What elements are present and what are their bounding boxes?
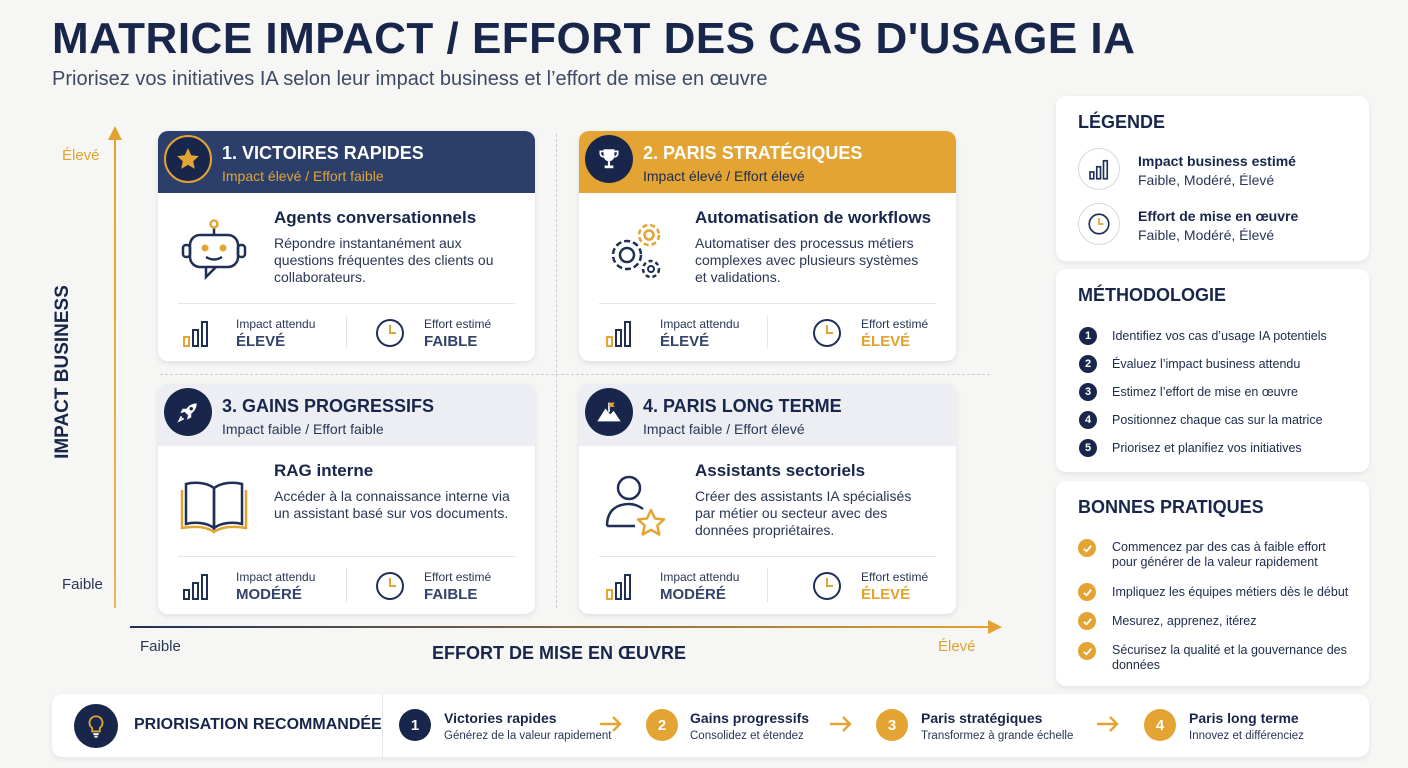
best-practice-item: Commencez par des cas à faible effort pour générer de la valeur rapidement <box>1112 540 1326 569</box>
user-star-icon <box>599 468 671 540</box>
priority-step-title: Paris long terme <box>1189 710 1299 726</box>
card-metric-divider <box>767 315 768 349</box>
legend-item-name: Impact business estimé <box>1138 153 1296 169</box>
page-title: MATRICE IMPACT / EFFORT DES CAS D'USAGE IA <box>52 14 1136 63</box>
y-axis-arrow <box>108 126 122 140</box>
best-practice-item: Mesurez, apprenez, itérez <box>1112 614 1257 628</box>
priority-step-title: Victories rapides <box>444 710 557 726</box>
best-practices-title: BONNES PRATIQUES <box>1078 497 1264 517</box>
use-case-description: Automatiser des processus métiers complexes avec plusieurs systèmes et validations. <box>695 235 919 285</box>
effort-value: FAIBLE <box>424 333 478 350</box>
impact-value: ÉLEVÉ <box>236 333 286 350</box>
check-icon <box>1078 539 1096 557</box>
legend-panel <box>1056 96 1369 261</box>
use-case-name: Automatisation de workflows <box>695 208 932 227</box>
card-divider <box>178 556 515 557</box>
step-number: 4 <box>1079 411 1097 429</box>
arrow-right-icon <box>598 714 624 734</box>
priority-step-number: 1 <box>399 709 431 741</box>
quadrant-title: 1. VICTOIRES RAPIDES <box>222 143 424 163</box>
effort-label: Effort estimé <box>861 570 929 584</box>
arrow-right-icon <box>1095 714 1121 734</box>
impact-label: Impact attendu <box>236 570 316 584</box>
methodology-step: Priorisez et planifiez vos initiatives <box>1112 441 1302 455</box>
card-divider <box>599 303 936 304</box>
card-metric-divider <box>346 315 347 349</box>
lightbulb-icon <box>74 704 118 748</box>
quadrant-card-strategic-bets <box>579 131 956 361</box>
impact-value: ÉLEVÉ <box>660 333 710 350</box>
use-case-description: Répondre instantanément aux questions fréquentes des clients ou collaborateurs. <box>274 235 494 285</box>
quadrant-header <box>579 384 956 446</box>
robot-icon <box>178 215 250 287</box>
priority-step-title: Gains progressifs <box>690 710 810 726</box>
legend-item-name: Effort de mise en œuvre <box>1138 208 1299 224</box>
quadrant-card-quick-wins <box>158 131 535 361</box>
priority-step-desc: Transformez à grande échelle <box>921 730 1074 742</box>
check-icon <box>1078 612 1096 630</box>
priority-step-desc: Consolidez et étendez <box>690 730 804 742</box>
priority-step-title: Paris stratégiques <box>921 710 1043 726</box>
rocket-icon <box>164 388 212 436</box>
impact-label: Impact attendu <box>236 317 316 331</box>
x-axis-line <box>130 626 990 628</box>
quadrant-header <box>158 384 535 446</box>
card-metric-divider <box>346 568 347 602</box>
impact-value: MODÉRÉ <box>660 586 726 603</box>
priority-step-number: 3 <box>876 709 908 741</box>
clock-icon <box>811 317 843 349</box>
y-axis-low-label: Faible <box>62 576 103 593</box>
quadrant-title: 4. PARIS LONG TERME <box>643 396 842 416</box>
gears-icon <box>599 215 671 287</box>
y-axis-title: IMPACT BUSINESS <box>52 285 73 459</box>
quadrant-subtitle: Impact faible / Effort faible <box>222 421 384 437</box>
effort-value: ÉLEVÉ <box>861 586 911 603</box>
quadrant-header <box>158 131 535 193</box>
x-axis-high-label: Élevé <box>938 638 976 655</box>
check-icon <box>1078 642 1096 660</box>
arrow-right-icon <box>828 714 854 734</box>
priority-step-number: 2 <box>646 709 678 741</box>
bar-chart-icon <box>603 570 635 602</box>
card-divider <box>599 556 936 557</box>
use-case-name: RAG interne <box>274 461 374 480</box>
quadrant-header <box>579 131 956 193</box>
check-icon <box>1078 583 1096 601</box>
use-case-name: Assistants sectoriels <box>695 461 866 480</box>
book-icon <box>178 468 250 540</box>
best-practice-item: Impliquez les équipes métiers dès le début <box>1112 585 1349 599</box>
methodology-panel <box>1056 269 1369 472</box>
quadrant-card-incremental-gains <box>158 384 535 614</box>
clock-icon <box>1078 203 1120 245</box>
methodology-step: Estimez l’effort de mise en œuvre <box>1112 385 1298 399</box>
prioritization-label: PRIORISATION RECOMMANDÉE <box>134 716 382 733</box>
y-axis-line <box>114 138 116 608</box>
best-practices-panel <box>1056 481 1369 686</box>
legend-item-values: Faible, Modéré, Élevé <box>1138 172 1275 188</box>
page-subtitle: Priorisez vos initiatives IA selon leur impact business et l’effort de mise en œuvre <box>52 68 768 90</box>
mountain-flag-icon <box>585 388 633 436</box>
y-axis-high-label: Élevé <box>62 147 100 164</box>
effort-label: Effort estimé <box>861 317 929 331</box>
best-practice-item: Sécurisez la qualité et la gouvernance des données <box>1112 643 1347 672</box>
effort-label: Effort estimé <box>424 570 492 584</box>
impact-label: Impact attendu <box>660 317 740 331</box>
priority-step-desc: Innovez et différenciez <box>1189 730 1304 742</box>
effort-label: Effort estimé <box>424 317 492 331</box>
quadrant-subtitle: Impact élevé / Effort faible <box>222 168 384 184</box>
legend-title: LÉGENDE <box>1078 112 1166 132</box>
star-icon <box>164 135 212 183</box>
legend-item-values: Faible, Modéré, Élevé <box>1138 227 1275 243</box>
x-axis-title: EFFORT DE MISE EN ŒUVRE <box>432 643 687 663</box>
x-axis-low-label: Faible <box>140 638 181 655</box>
card-metric-divider <box>767 568 768 602</box>
quadrant-title: 2. PARIS STRATÉGIQUES <box>643 143 863 163</box>
clock-icon <box>374 570 406 602</box>
quadrant-subtitle: Impact élevé / Effort élevé <box>643 168 805 184</box>
effort-value: FAIBLE <box>424 586 478 603</box>
step-number: 3 <box>1079 383 1097 401</box>
step-number: 5 <box>1079 439 1097 457</box>
prioritization-bar <box>52 694 1369 757</box>
use-case-description: Créer des assistants IA spécialisés par métier ou secteur avec des données propriétaires. <box>695 488 912 538</box>
priority-step-number: 4 <box>1144 709 1176 741</box>
use-case-name: Agents conversationnels <box>274 208 477 227</box>
step-number: 2 <box>1079 355 1097 373</box>
prioritization-divider <box>382 694 383 757</box>
quadrant-subtitle: Impact faible / Effort élevé <box>643 421 805 437</box>
quadrant-title: 3. GAINS PROGRESSIFS <box>222 396 435 416</box>
methodology-step: Positionnez chaque cas sur la matrice <box>1112 413 1323 427</box>
quadrant-divider-horizontal <box>160 374 990 375</box>
bar-chart-icon <box>180 317 212 349</box>
step-number: 1 <box>1079 327 1097 345</box>
methodology-step: Identifiez vos cas d’usage IA potentiels <box>1112 329 1327 343</box>
impact-value: MODÉRÉ <box>236 586 302 603</box>
quadrant-card-long-term-bets <box>579 384 956 614</box>
priority-step-desc: Générez de la valeur rapidement <box>444 730 612 742</box>
bar-chart-icon <box>603 317 635 349</box>
methodology-step: Évaluez l’impact business attendu <box>1112 357 1301 371</box>
trophy-icon <box>585 135 633 183</box>
impact-label: Impact attendu <box>660 570 740 584</box>
clock-icon <box>811 570 843 602</box>
bar-chart-icon <box>180 570 212 602</box>
clock-icon <box>374 317 406 349</box>
card-divider <box>178 303 515 304</box>
methodology-title: MÉTHODOLOGIE <box>1078 285 1226 305</box>
x-axis-arrow <box>988 620 1002 634</box>
quadrant-divider-vertical <box>556 134 557 608</box>
bar-chart-icon <box>1078 148 1120 190</box>
use-case-description: Accéder à la connaissance interne via un assistant basé sur vos documents. <box>274 488 510 521</box>
effort-value: ÉLEVÉ <box>861 333 911 350</box>
